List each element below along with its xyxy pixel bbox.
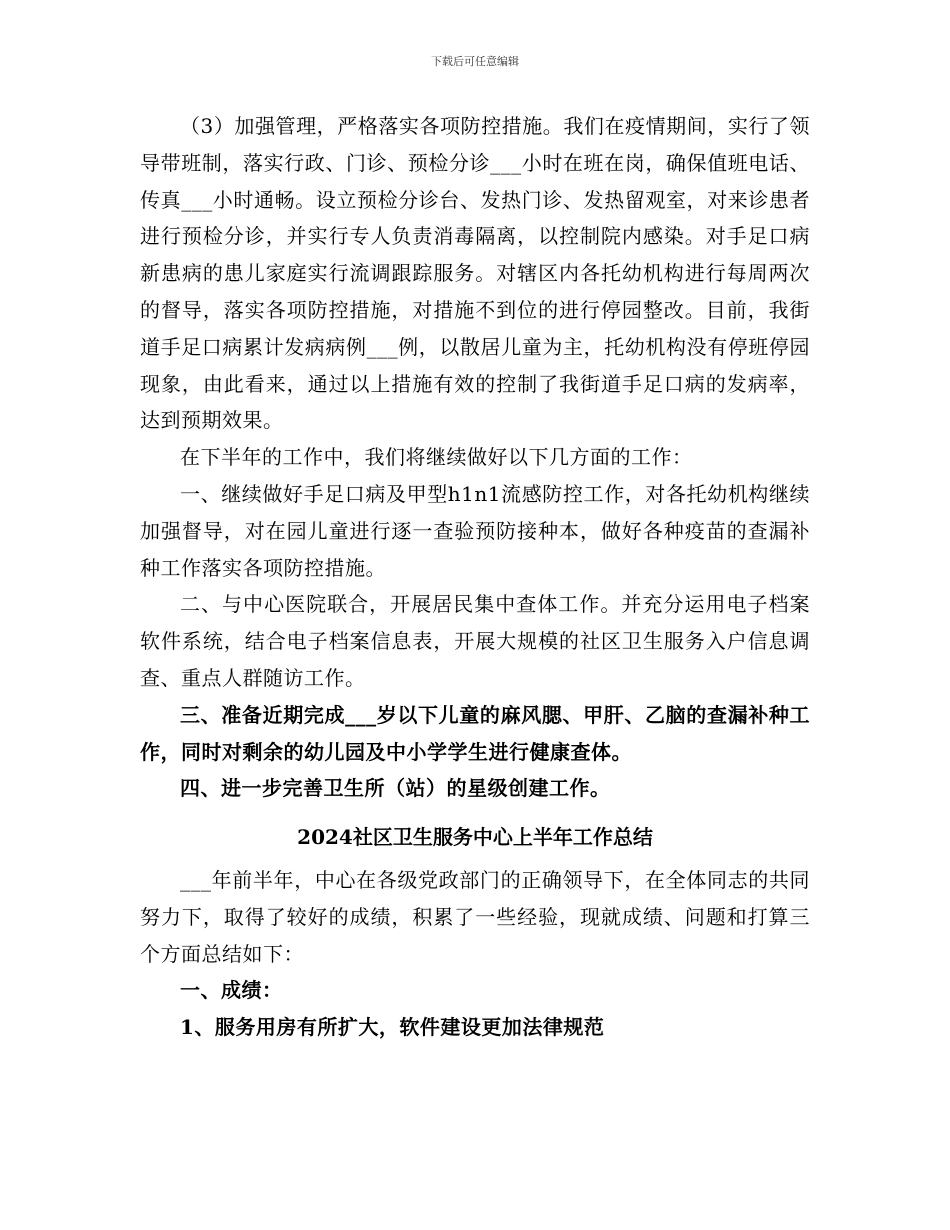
section-title: 2024社区卫生服务中心上半年工作总结 [297, 825, 653, 850]
paragraph-summary-intro: ___年前半年，中心在各级党政部门的正确领导下，在全体同志的共同努力下，取得了较好的成绩，积累了一些经验，现就成绩、问题和打算三个方面总结如下： [140, 867, 810, 966]
paragraph-item-2: 二、与中心医院联合，开展居民集中查体工作。并充分运用电子档案软件系统，结合电子档案信息表，开展大规模的社区卫生服务入户信息调查、重点人群随访工作。 [140, 592, 810, 690]
heading-achievement-1: 1、服务用房有所扩大，软件建设更加法律规范 [180, 1015, 605, 1040]
paragraph-second-half-intro: 在下半年的工作中，我们将继续做好以下几方面的工作： [180, 445, 693, 470]
paragraph-item-1: 一、继续做好手足口病及甲型h1n1流感防控工作，对各托幼机构继续加强督导，对在园儿童进行逐一查验预防接种本，做好各种疫苗的查漏补种工作落实各项防控措施。 [140, 481, 810, 580]
document-body [140, 108, 810, 1046]
paragraph-management: （3）加强管理，严格落实各项防控措施。我们在疫情期间，实行了领导带班制，落实行政、门诊、预检分诊___小时在班在岗，确保值班电话、传真___小时通畅。设立预检分诊台、发热门诊、发热留观室，对来诊患者进行预检分诊，并实行专人负责消毒隔离，以控制院内感染。对手足口病新患病的患儿家庭实行流调跟踪服务。对辖区内各托幼机构进行每周两次的督导，落实各项防控措施，对措施不到位的进行停园整改。目前，我街道手足口病累计发病病例___例，以散居儿童为主，托幼机构没有停班停园现象，由此看来，通过以上措施有效的控制了我街道手足口病的发病率，达到预期效果。 [140, 114, 810, 433]
page-header: 下载后可任意编辑 [431, 55, 519, 68]
paragraph-item-3: 三、准备近期完成___岁以下儿童的麻风腮、甲肝、乙脑的查漏补种工作，同时对剩余的幼儿园及中小学学生进行健康查体。 [140, 702, 810, 764]
paragraph-item-4: 四、进一步完善卫生所（站）的星级创建工作。 [180, 776, 611, 801]
heading-achievements: 一、成绩： [180, 978, 283, 1003]
